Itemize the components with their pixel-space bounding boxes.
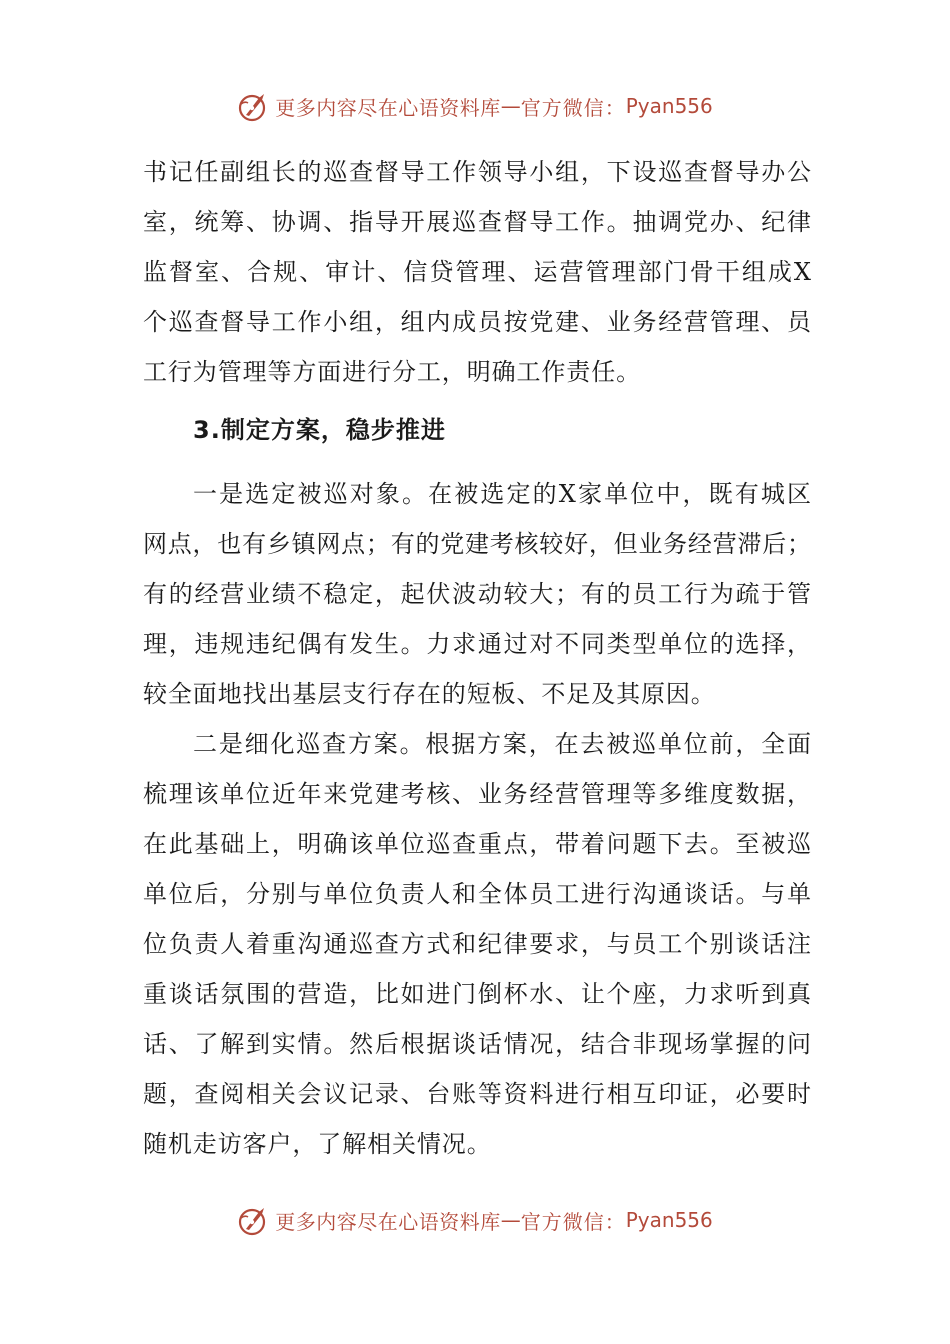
paragraph-3 (143, 719, 811, 1169)
banner-dash: — (500, 94, 521, 118)
text-line: 有的经营业绩不稳定，起伏波动较大；有的员工行为疏于管 (143, 580, 811, 608)
text-line: 题，查阅相关会议记录、台账等资料进行相互印证，必要时 (143, 1080, 811, 1108)
text-line: 室，统筹、协调、指导开展巡查督导工作。抽调党办、纪律 (143, 208, 811, 236)
text-line: 一是选定被巡对象。在被选定的X家单位中，既有城区 (193, 480, 811, 508)
footer-banner (0, 1198, 950, 1242)
text-line: 书记任副组长的巡查督导工作领导小组，下设巡查督导办公 (143, 158, 811, 186)
text-line: 单位后，分别与单位负责人和全体员工进行沟通谈话。与单 (143, 880, 811, 908)
text-line: 随机走访客户，了解相关情况。 (143, 1130, 492, 1158)
banner-wechat-label: 官方微信： (520, 1209, 626, 1234)
banner-site-name: 更多内容尽在心语资料库 (275, 1209, 501, 1234)
text-line: 网点，也有乡镇网点；有的党建考核较好，但业务经营滞后； (143, 530, 811, 558)
header-banner (0, 84, 950, 128)
paragraph-1 (143, 147, 811, 397)
text-line: 话、了解到实情。然后根据谈话情况，结合非现场掌握的问 (143, 1030, 811, 1058)
banner-wechat-label: 官方微信： (520, 95, 626, 120)
text-line: 理，违规违纪偶有发生。力求通过对不同类型单位的选择， (143, 630, 811, 658)
banner-wechat-id: Pyan556 (625, 94, 713, 118)
pen-nib-circle-icon (237, 89, 271, 123)
text-line: 工行为管理等方面进行分工，明确工作责任。 (143, 358, 641, 386)
text-line: 较全面地找出基层支行存在的短板、不足及其原因。 (143, 680, 716, 708)
pen-nib-circle-icon (237, 1203, 271, 1237)
paragraph-2 (143, 469, 811, 719)
text-line: 监督室、合规、审计、信贷管理、运营管理部门骨干组成X (143, 258, 811, 286)
banner-site-name: 更多内容尽在心语资料库 (275, 95, 501, 120)
document-body (143, 147, 811, 1169)
text-line: 重谈话氛围的营造，比如进门倒杯水、让个座，力求听到真 (143, 980, 811, 1008)
banner-wechat-id: Pyan556 (625, 1208, 713, 1232)
text-line: 在此基础上，明确该单位巡查重点，带着问题下去。至被巡 (143, 830, 811, 858)
section-heading: 3.制定方案，稳步推进 (193, 416, 446, 444)
text-line: 二是细化巡查方案。根据方案，在去被巡单位前，全面 (193, 730, 811, 758)
text-line: 位负责人着重沟通巡查方式和纪律要求，与员工个别谈话注 (143, 930, 811, 958)
text-line: 梳理该单位近年来党建考核、业务经营管理等多维度数据， (143, 780, 811, 808)
banner-dash: — (500, 1208, 521, 1232)
text-line: 个巡查督导工作小组，组内成员按党建、业务经营管理、员 (143, 308, 811, 336)
